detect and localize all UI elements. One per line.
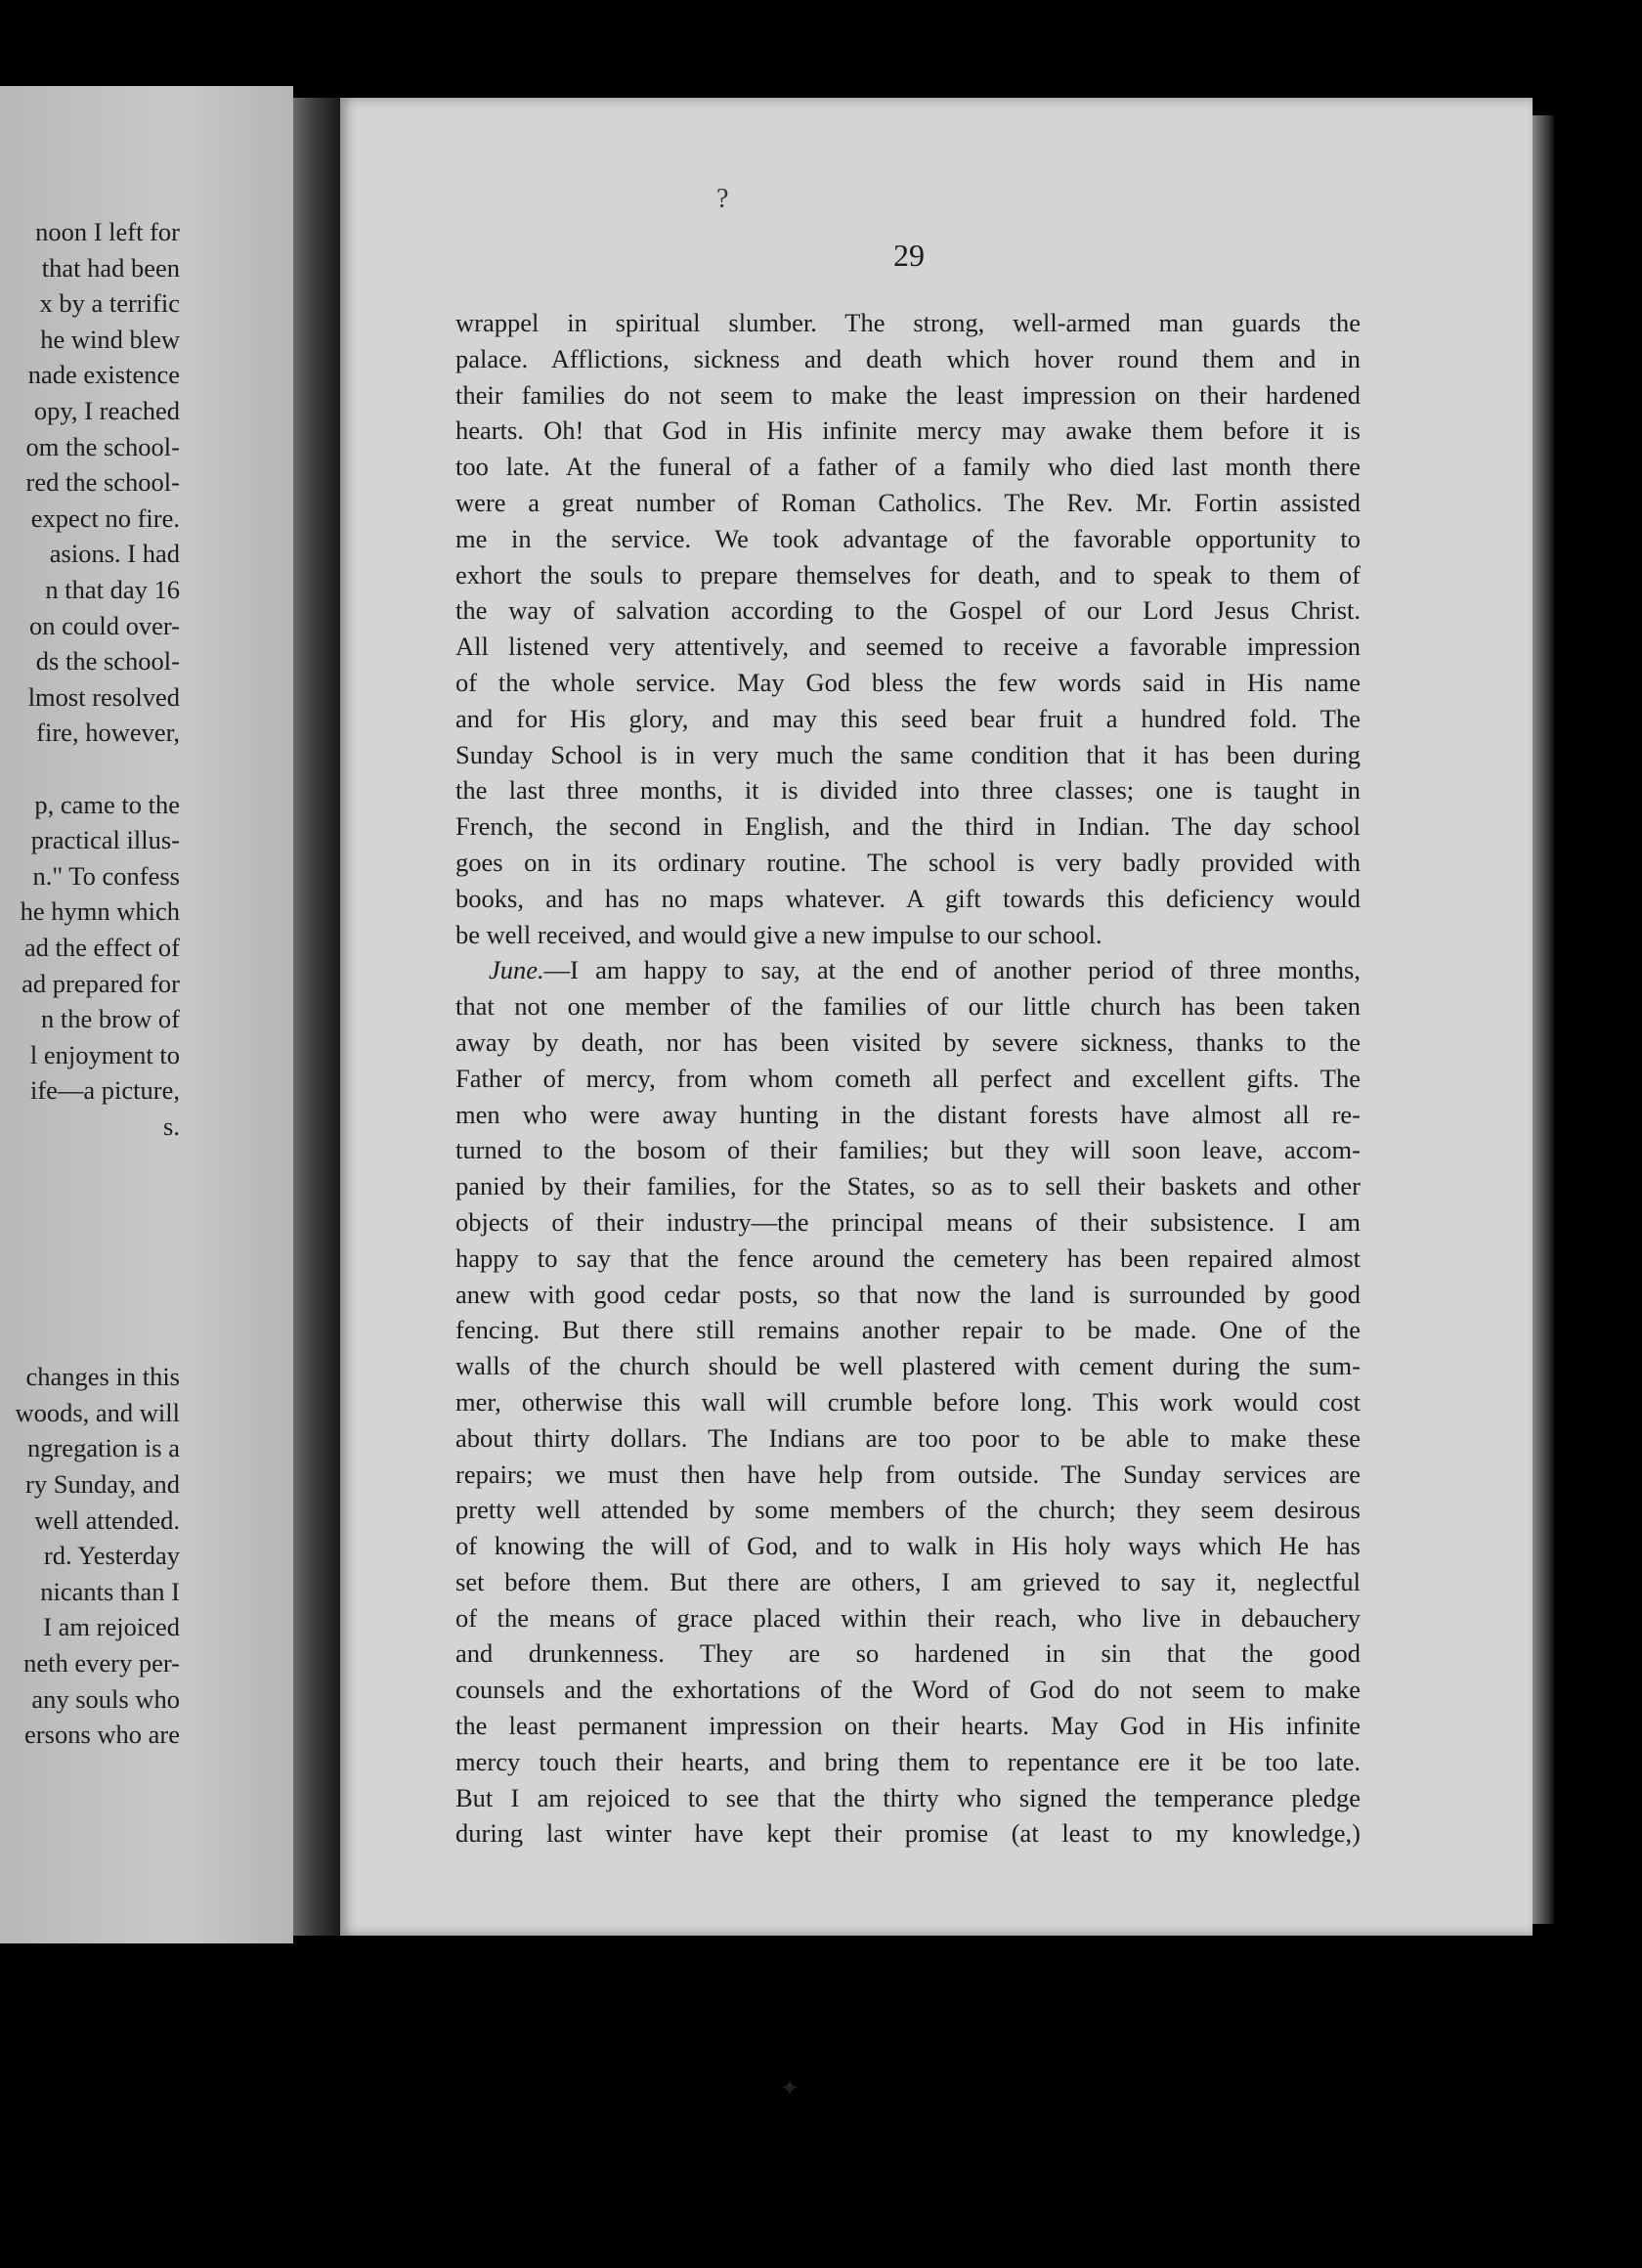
bottom-ornament: ✦ <box>780 2076 800 2102</box>
left-page-line: ad the effect of <box>23 933 180 962</box>
text-line: All listened very attentively, and seemed to receive a favorable impression <box>455 632 1361 662</box>
paragraph-june <box>455 952 1361 1852</box>
left-page-line: neth every per- <box>23 1648 180 1678</box>
left-page-line: om the school- <box>25 431 180 461</box>
left-page-line: l enjoyment to <box>29 1039 180 1069</box>
text-line: men who were away hunting in the distant forests have almost all re- <box>455 1099 1361 1129</box>
left-page-text <box>0 86 293 1943</box>
left-page-line: opy, I reached <box>33 396 180 425</box>
left-page-line: lmost resolved <box>27 681 180 712</box>
text-line: and for His glory, and may this seed bear fruit a hundred fold. The <box>455 703 1361 733</box>
page-edge <box>1533 115 1554 1924</box>
text-line: exhort the souls to prepare themselves for death, and to speak to them of <box>455 559 1361 589</box>
text-line: of the whole service. May God bless the few words said in His name <box>455 667 1361 697</box>
left-page-line: I am rejoiced <box>43 1612 180 1642</box>
left-page-line: n that day 16 <box>45 575 180 604</box>
text-line: walls of the church should be well plastered with cement during the sum- <box>455 1351 1361 1381</box>
text-line: panied by their families, for the States, so as to sell their baskets and other <box>455 1171 1361 1201</box>
text-line: turned to the bosom of their families; but they will soon leave, accom- <box>455 1135 1361 1165</box>
text-line: of the means of grace placed within their reach, who live in debauchery <box>455 1602 1361 1633</box>
text-line: But I am rejoiced to see that the thirty who signed the temperance pledge <box>455 1782 1361 1812</box>
left-page-line: expect no fire. <box>30 502 180 533</box>
left-page-line: ds the school- <box>35 646 180 676</box>
text-line: the last three months, it is divided into three classes; one is taught in <box>455 775 1361 806</box>
left-page-line: ry Sunday, and <box>25 1469 180 1499</box>
text-line: the way of salvation according to the Gospel of our Lord Jesus Christ. <box>455 595 1361 626</box>
left-page-line: ngregation is a <box>26 1433 180 1463</box>
printer-mark: ? <box>716 184 729 214</box>
text-line: Sunday School is in very much the same condition that it has been during <box>455 739 1361 769</box>
page-number: 29 <box>893 238 925 273</box>
left-page-line: asions. I had <box>49 539 180 569</box>
left-page-line: p, came to the <box>34 789 180 819</box>
left-page-line: n the brow of <box>40 1004 180 1034</box>
text-line: be well received, and would give a new impulse to our school. <box>455 919 1102 949</box>
left-page-line: he hymn which <box>20 896 180 927</box>
text-line: me in the service. We took advantage of the favorable opportunity to <box>455 523 1361 553</box>
left-page-line: fire, however, <box>36 718 180 748</box>
left-page-line: rd. Yesterday <box>43 1541 180 1571</box>
text-line: were a great number of Roman Catholics. The Rev. Mr. Fortin assisted <box>455 487 1361 517</box>
text-line: about thirty dollars. The Indians are too poor to be able to make these <box>455 1422 1361 1453</box>
text-line: repairs; we must then have help from outside. The Sunday services are <box>455 1459 1361 1489</box>
left-page-line: n." To confess <box>32 860 180 891</box>
text-line: set before them. But there are others, I am grieved to say it, neglectful <box>455 1566 1361 1596</box>
book-gutter <box>293 98 340 1936</box>
text-line: books, and has no maps whatever. A gift towards this deficiency would <box>455 883 1361 913</box>
text-line: away by death, nor has been visited by severe sickness, thanks to the <box>455 1026 1361 1057</box>
paragraph-1 <box>455 305 1361 952</box>
left-page <box>0 86 293 1943</box>
left-page-line: any souls who <box>31 1683 180 1714</box>
left-page-line: well attended. <box>34 1505 180 1535</box>
text-line: and drunkenness. They are so hardened in sin that the good <box>455 1638 1361 1669</box>
text-line: fencing. But there still remains another repair to be made. One of the <box>455 1315 1361 1345</box>
left-page-line: practical illus- <box>30 825 180 855</box>
left-page-line: changes in this <box>25 1362 180 1392</box>
text-line: wrappel in spiritual slumber. The strong, well-armed man guards the <box>455 308 1361 337</box>
left-page-line: nicants than I <box>40 1576 180 1606</box>
left-page-line: red the school- <box>25 467 180 498</box>
text-line: hearts. Oh! that God in His infinite mercy may awake them before it is <box>455 415 1361 446</box>
text-line: happy to say that the fence around the cemetery has been repaired almost <box>455 1243 1361 1273</box>
text-line: anew with good cedar posts, so that now the land is surrounded by good <box>455 1279 1361 1309</box>
text-line: mercy touch their hearts, and bring them to repentance ere it be too late. <box>455 1746 1361 1776</box>
text-line: during last winter have kept their promise (at least to my knowledge,) <box>455 1818 1361 1849</box>
left-page-line: x by a terrific <box>39 288 180 319</box>
left-page-line: ersons who are <box>24 1720 180 1750</box>
text-line: counsels and the exhortations of the Word of God do not seem to make <box>455 1675 1361 1705</box>
june-label: June. <box>489 955 544 985</box>
left-page-line: that had been <box>41 252 180 283</box>
left-page-line: nade existence <box>27 360 180 390</box>
text-line: their families do not seem to make the least impression on their hardened <box>455 379 1361 410</box>
left-page-line: s. <box>163 1112 180 1141</box>
text-line: of knowing the will of God, and to walk in His holy ways which He has <box>455 1531 1361 1561</box>
text-line: mer, otherwise this wall will crumble before long. This work would cost <box>455 1386 1361 1417</box>
page-body-text <box>455 305 1361 1852</box>
left-page-line: on could over- <box>28 610 180 640</box>
text-line: French, the second in English, and the third in Indian. The day school <box>455 811 1361 842</box>
left-page-line: woods, and will <box>15 1397 180 1427</box>
text-line <box>455 952 1361 988</box>
text-line: too late. At the funeral of a father of a family who died last month there <box>455 452 1361 482</box>
left-page-line: ife—a picture, <box>29 1075 180 1106</box>
text-line: goes on in its ordinary routine. The school is very badly provided with <box>455 847 1361 877</box>
june-first-line: —I am happy to say, at the end of another period of three months, <box>543 955 1361 985</box>
left-page-line: he wind blew <box>40 324 180 354</box>
left-page-line: noon I left for <box>35 217 180 246</box>
text-line: palace. Afflictions, sickness and death which hover round them and in <box>455 343 1361 373</box>
text-line: objects of their industry—the principal means of their subsistence. I am <box>455 1206 1361 1237</box>
left-page-line: ad prepared for <box>22 968 180 998</box>
text-line: the least permanent impression on their hearts. May God in His infinite <box>455 1711 1361 1741</box>
text-line: that not one member of the families of our little church has been taken <box>455 991 1361 1022</box>
text-line: Father of mercy, from whom cometh all perfect and excellent gifts. The <box>455 1063 1361 1093</box>
text-line: pretty well attended by some members of the church; they seem desirous <box>455 1495 1361 1525</box>
